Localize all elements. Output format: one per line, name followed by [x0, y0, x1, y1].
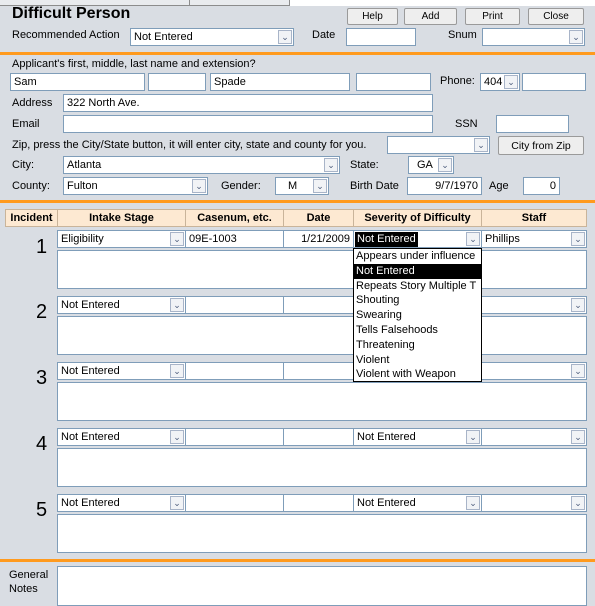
chevron-down-icon[interactable]: ⌄ [571, 496, 585, 510]
incident-number: 4 [36, 433, 48, 455]
city-select[interactable]: Atlanta ⌄ [63, 156, 340, 174]
last-name-input[interactable]: Spade [210, 73, 350, 91]
incident-number: 3 [36, 367, 48, 389]
close-button[interactable]: Close [528, 8, 584, 25]
chevron-down-icon[interactable]: ⌄ [313, 179, 327, 193]
intake-stage-select[interactable]: Eligibility ⌄ [57, 230, 186, 248]
severity-option-selected[interactable]: Not Entered [354, 264, 481, 279]
header-date: Date [283, 209, 354, 227]
chevron-down-icon[interactable]: ⌄ [170, 496, 184, 510]
age-input[interactable]: 0 [523, 177, 560, 195]
name-extension-input[interactable] [356, 73, 431, 91]
intake-stage-select[interactable]: Not Entered ⌄ [57, 428, 186, 446]
print-button[interactable]: Print [465, 8, 520, 25]
casenum-input[interactable] [185, 362, 284, 380]
incident-number: 2 [36, 301, 48, 323]
snum-select[interactable] [482, 28, 585, 46]
zip-select[interactable] [387, 136, 490, 154]
incident-date-input[interactable] [283, 494, 354, 512]
state-select[interactable]: GA ⌄ [408, 156, 454, 174]
severity-option[interactable]: Swearing [356, 309, 402, 322]
staff-select[interactable] [481, 494, 587, 512]
zip-prompt: Zip, press the City/State button, it will enter city, state and county for you. [12, 139, 367, 151]
casenum-input[interactable] [185, 494, 284, 512]
chevron-down-icon[interactable]: ⌄ [474, 138, 488, 152]
tab-edge-mid [190, 0, 290, 6]
address-label: Address [12, 97, 53, 109]
intake-stage-select[interactable]: Not Entered ⌄ [57, 296, 186, 314]
general-notes-input[interactable] [57, 566, 587, 606]
severity-option[interactable]: Violent with Weapon [356, 368, 456, 381]
incident-date-input[interactable] [283, 428, 354, 446]
staff-select[interactable] [481, 296, 587, 314]
chevron-down-icon[interactable]: ⌄ [569, 30, 583, 44]
incident-number: 5 [36, 499, 48, 521]
form-title: Difficult Person [12, 5, 131, 22]
header-incident: Incident [5, 209, 58, 227]
general-notes-label: General [9, 569, 49, 581]
first-name-input[interactable]: Sam [10, 73, 145, 91]
incident-date-input[interactable] [283, 362, 354, 380]
phone-label: Phone: [440, 75, 475, 87]
county-select[interactable]: Fulton ⌄ [63, 177, 208, 195]
severity-option[interactable]: Repeats Story Multiple T [356, 279, 477, 292]
incident-date-input[interactable]: 1/21/2009 [283, 230, 354, 248]
chevron-down-icon[interactable]: ⌄ [466, 496, 480, 510]
gender-select[interactable]: M ⌄ [275, 177, 329, 195]
incident-number: 1 [36, 236, 48, 258]
chevron-down-icon[interactable]: ⌄ [278, 30, 292, 44]
incident-notes[interactable] [57, 316, 587, 355]
chevron-down-icon[interactable]: ⌄ [170, 364, 184, 378]
help-button[interactable]: Help [347, 8, 398, 25]
casenum-input[interactable]: 09E-1003 [185, 230, 284, 248]
chevron-down-icon[interactable]: ⌄ [466, 232, 480, 246]
general-notes-label: Notes [9, 583, 38, 595]
middle-name-input[interactable] [148, 73, 206, 91]
header-staff: Staff [481, 209, 587, 227]
header-intake-stage: Intake Stage [57, 209, 186, 227]
chevron-down-icon[interactable]: ⌄ [324, 158, 338, 172]
recommended-action-label: Recommended Action [12, 29, 120, 41]
chevron-down-icon[interactable]: ⌄ [438, 158, 452, 172]
gender-label: Gender: [221, 180, 261, 192]
email-label: Email [12, 118, 40, 130]
ssn-input[interactable] [496, 115, 569, 133]
incident-date-input[interactable] [283, 296, 354, 314]
chevron-down-icon[interactable]: ⌄ [571, 232, 585, 246]
add-button[interactable]: Add [404, 8, 457, 25]
severity-dropdown-list[interactable] [353, 248, 482, 382]
chevron-down-icon[interactable]: ⌄ [571, 430, 585, 444]
severity-select[interactable]: Not Entered ⌄ [353, 230, 482, 248]
chevron-down-icon[interactable]: ⌄ [170, 298, 184, 312]
name-prompt: Applicant's first, middle, last name and extension? [12, 58, 256, 70]
ssn-label: SSN [455, 118, 478, 130]
age-label: Age [489, 180, 509, 192]
incident-notes[interactable] [57, 250, 587, 289]
header-severity: Severity of Difficulty [353, 209, 482, 227]
city-from-zip-button[interactable]: City from Zip [498, 136, 584, 155]
county-label: County: [12, 180, 50, 192]
severity-option[interactable]: Appears under influence [356, 250, 476, 262]
date-label: Date [312, 29, 336, 41]
recommended-action-select[interactable]: Not Entered ⌄ [130, 28, 294, 46]
section-divider-bottom [0, 559, 595, 562]
phone-area-select[interactable]: 404 ⌄ [480, 73, 520, 91]
phone-number-input[interactable] [522, 73, 586, 91]
birth-date-label: Birth Date [350, 180, 399, 192]
city-label: City: [12, 159, 34, 171]
severity-option[interactable]: Tells Falsehoods [356, 323, 438, 336]
email-input[interactable] [63, 115, 433, 133]
birth-date-input[interactable]: 9/7/1970 [407, 177, 482, 195]
casenum-input[interactable] [185, 428, 284, 446]
header-casenum: Casenum, etc. [185, 209, 284, 227]
severity-option[interactable]: Threatening [356, 338, 415, 351]
casenum-input[interactable] [185, 296, 284, 314]
state-label: State: [350, 159, 379, 171]
staff-select[interactable] [481, 428, 587, 446]
severity-option[interactable]: Violent [356, 353, 390, 366]
section-divider-mid [0, 200, 595, 203]
chevron-down-icon[interactable]: ⌄ [466, 430, 480, 444]
chevron-down-icon[interactable]: ⌄ [170, 430, 184, 444]
intake-stage-select[interactable]: Not Entered ⌄ [57, 494, 186, 512]
chevron-down-icon[interactable]: ⌄ [192, 179, 206, 193]
chevron-down-icon[interactable]: ⌄ [571, 298, 585, 312]
incident-notes[interactable] [57, 448, 587, 487]
severity-option[interactable]: Shouting [356, 294, 400, 307]
date-input[interactable] [346, 28, 416, 46]
chevron-down-icon[interactable]: ⌄ [504, 75, 518, 89]
section-divider-top [0, 52, 595, 55]
incident-notes[interactable] [57, 382, 587, 421]
severity-select[interactable]: Not Entered ⌄ [353, 428, 482, 446]
intake-stage-select[interactable]: Not Entered ⌄ [57, 362, 186, 380]
incident-notes[interactable] [57, 514, 587, 553]
staff-select[interactable]: Phillips ⌄ [481, 230, 587, 248]
chevron-down-icon[interactable]: ⌄ [571, 364, 585, 378]
staff-select[interactable] [481, 362, 587, 380]
address-input[interactable]: 322 North Ave. [63, 94, 433, 112]
snum-label: Snum [448, 29, 477, 41]
chevron-down-icon[interactable]: ⌄ [170, 232, 184, 246]
severity-select[interactable]: Not Entered ⌄ [353, 494, 482, 512]
